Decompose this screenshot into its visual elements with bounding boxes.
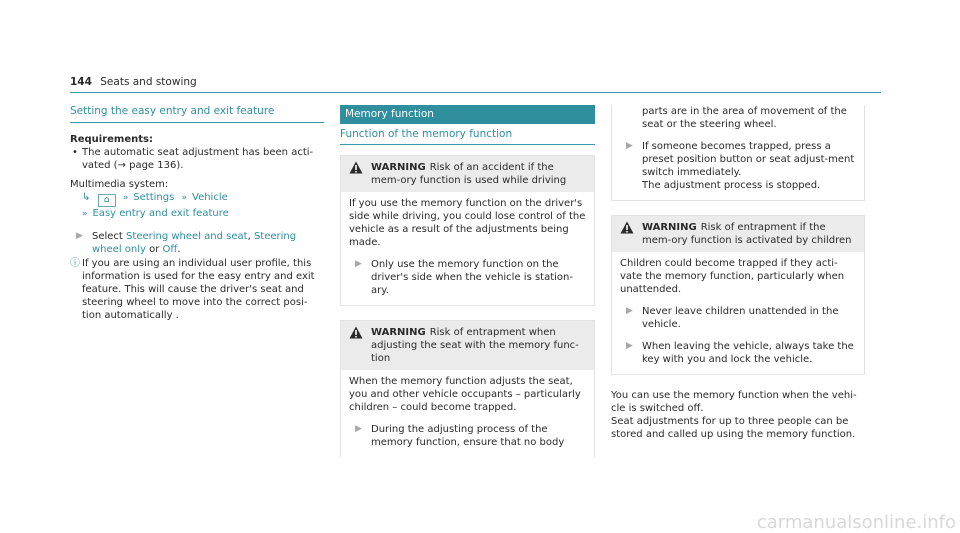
warning-box-continued — [611, 105, 865, 201]
watermark-logo — [660, 511, 960, 533]
body-paragraph: You can use the memory function when the vehi-cle is switched off. — [611, 390, 857, 414]
warning-label: WARNING — [642, 222, 697, 233]
select-instruction: Select Steering wheel and seat, Steering wheel only or Off. — [92, 231, 297, 255]
section-band-title: Memory function — [340, 105, 595, 124]
action-text: When leaving the vehicle, always take the key with you and lock the vehicle. — [642, 341, 854, 365]
home-icon: ⌂ — [98, 194, 116, 207]
continued-text-row — [620, 105, 856, 131]
warning-label: WARNING — [371, 162, 426, 173]
menu-easy-entry: Easy entry and exit feature — [92, 208, 229, 219]
warning-header — [341, 156, 594, 192]
continued-text: parts are in the area of movement of the seat or the steering wheel. — [642, 106, 847, 130]
action-result: The adjustment process is stopped. — [642, 180, 821, 191]
action-text: If someone becomes trapped, press a preset position button or seat adjust-ment switch immediately. — [642, 141, 855, 178]
action-step — [620, 305, 856, 331]
warning-body: When the memory function adjusts the seat, you and other vehicle occupants – particularly children – could become trapped. — [349, 376, 581, 413]
warning-heading: Risk of entrapment if the mem-ory function is activated by children — [642, 222, 852, 246]
page-number: 144 — [70, 76, 92, 88]
action-text: Only use the memory function on the driver's side when the vehicle is station-ary. — [371, 259, 573, 296]
warning-heading: Risk of entrapment when adjusting the seat with the memory func-tion — [371, 327, 579, 364]
menu-vehicle: Vehicle — [192, 192, 228, 203]
warning-body: If you use the memory function on the driver's side while driving, you could lose control of the vehicle as a result of the adjustments being made. — [349, 198, 586, 248]
warning-triangle-icon — [620, 221, 634, 234]
warning-body: Children could become trapped if they acti-vate the memory function, particularly when unattended. — [620, 258, 845, 295]
action-step — [620, 140, 856, 192]
requirement-line-1: • The automatic seat adjustment has been acti- — [82, 147, 314, 158]
menu-hook-icon: ↳ — [82, 192, 91, 203]
warning-box — [340, 155, 595, 306]
warning-label: WARNING — [371, 327, 426, 338]
info-icon: ⓘ — [70, 258, 80, 269]
option-steering-wheel-and-seat: Steering wheel and seat — [126, 231, 248, 242]
warning-heading: Risk of an accident if the mem-ory function is used while driving — [371, 162, 567, 186]
header-rule — [70, 92, 881, 93]
action-arrow-icon: ▶ — [626, 341, 633, 351]
action-arrow-icon: ▶ — [76, 231, 83, 241]
column-memory-function — [340, 105, 595, 457]
multimedia-label: Multimedia system: — [70, 179, 169, 190]
warning-box — [611, 215, 865, 375]
option-off: Off — [162, 244, 178, 255]
warning-triangle-icon — [349, 161, 363, 174]
action-arrow-icon: ▶ — [626, 306, 633, 316]
section-title: Setting the easy entry and exit feature — [70, 105, 324, 123]
action-text: Never leave children unattended in the vehicle. — [642, 306, 839, 330]
action-text: During the adjusting process of the memory function, ensure that no body — [371, 424, 565, 448]
chevron-right-icon: » — [122, 193, 129, 203]
page-header — [70, 76, 197, 89]
subsection-title: Function of the memory function — [340, 124, 595, 145]
warning-header — [341, 321, 594, 370]
column-memory-continued — [611, 105, 865, 441]
requirement-item — [70, 146, 324, 172]
action-step — [349, 423, 586, 449]
requirements-label: Requirements: — [70, 134, 153, 145]
chevron-right-icon: » — [181, 193, 187, 203]
info-text: If you are using an individual user profile, this information is used for the easy entry and exit feature. This will cause the driver's seat and steering wheel to move into the correct posi-tion automatically . — [82, 258, 315, 321]
action-step — [349, 258, 586, 297]
chapter-title: Seats and stowing — [100, 76, 197, 88]
menu-path — [70, 191, 324, 221]
info-note — [70, 257, 324, 322]
watermark-text: carmanualsonline.info — [756, 512, 956, 533]
action-step — [620, 340, 856, 366]
warning-box — [340, 320, 595, 457]
action-arrow-icon: ▶ — [626, 141, 633, 151]
action-step — [70, 230, 324, 256]
action-arrow-icon: ▶ — [355, 424, 362, 434]
chevron-right-icon: » — [82, 209, 88, 219]
column-easy-entry — [70, 105, 324, 322]
warning-header — [612, 216, 864, 252]
requirement-line-2: vated (→ page 136). — [82, 160, 184, 171]
body-paragraph: Seat adjustments for up to three people can be stored and called up using the memory function. — [611, 416, 856, 440]
menu-settings: Settings — [133, 192, 175, 203]
warning-triangle-icon — [349, 326, 363, 339]
option-steering-wheel-only: Steering wheel only — [92, 231, 297, 255]
action-arrow-icon: ▶ — [355, 259, 362, 269]
